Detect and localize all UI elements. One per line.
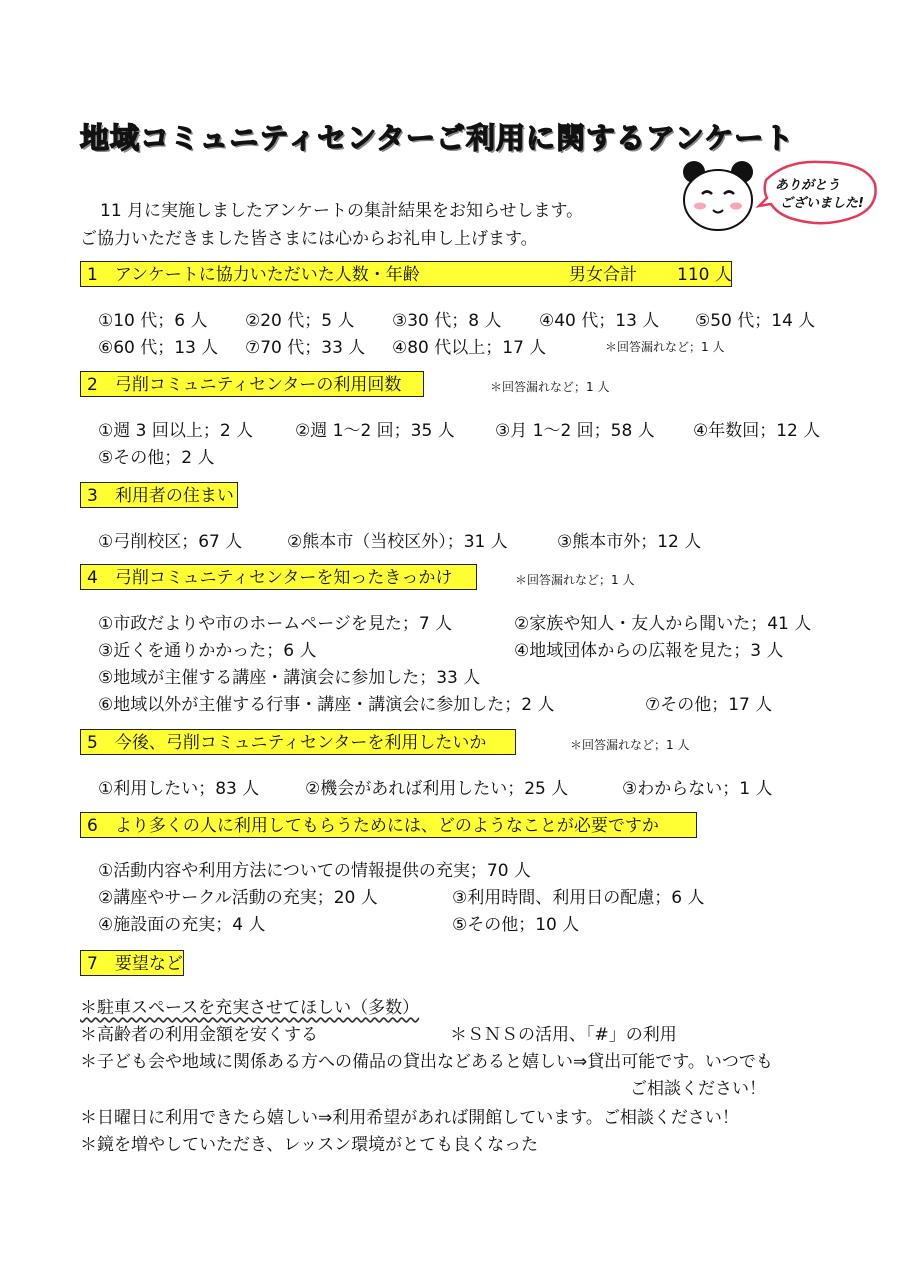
feedback-item-continued: ご相談ください！	[630, 1079, 766, 1099]
section-1-heading	[80, 261, 732, 287]
list-item: ②週 1～2 回；35 人	[295, 421, 455, 441]
list-item: ①市政だよりや市のホームページを見た；7 人	[98, 614, 453, 634]
feedback-item: ＊高齢者の利用金額を安くする	[80, 1025, 318, 1045]
list-item: ④80 代以上；17 人	[392, 338, 547, 358]
list-item: ④施設面の充実；4 人	[98, 915, 266, 935]
list-item: ③わからない；1 人	[622, 779, 773, 799]
list-item: ②機会があれば利用したい；25 人	[305, 779, 569, 799]
section-6-heading: 6 より多くの人に利用してもらうためには、どのようなことが必要ですか	[80, 812, 697, 838]
list-item: ⑤その他；2 人	[98, 448, 215, 468]
feedback-item: ＊日曜日に利用できたら嬉しい⇒利用希望があれば開館しています。ご相談ください！	[80, 1108, 739, 1128]
section-3-heading: 3 利用者の住まい	[80, 482, 238, 508]
list-item: ①活動内容や利用方法についての情報提供の充実；70 人	[98, 861, 531, 881]
feedback-item: ＊子ども会や地域に関係ある方への備品の貸出などあると嬉しい⇒貸出可能です。いつでも	[80, 1052, 773, 1072]
section-2-note: ＊回答漏れなど；1 人	[490, 380, 610, 394]
feedback-item: ＊鏡を増やしていただき、レッスン環境がとても良くなった	[80, 1135, 539, 1155]
intro-line-1: 11 月に実施しましたアンケートの集計結果をお知らせします。	[100, 201, 584, 221]
feedback-item: ＊駐車スペースを充実させてほしい（多数）	[80, 998, 420, 1018]
section-4-heading: 4 弓削コミュニティセンターを知ったきっかけ	[80, 564, 477, 590]
list-item: ⑥地域以外が主催する行事・講座・講演会に参加した；2 人	[98, 695, 555, 715]
list-item: ②講座やサークル活動の充実；20 人	[98, 888, 378, 908]
list-item: ①利用したい；83 人	[98, 779, 260, 799]
section-4-note: ＊回答漏れなど；1 人	[515, 573, 635, 587]
section-7-heading: 7 要望など	[80, 950, 184, 976]
list-item: ①週 3 回以上；2 人	[98, 421, 254, 441]
panda-mascot-illustration	[680, 158, 880, 240]
section-5-note: ＊回答漏れなど；1 人	[570, 738, 690, 752]
list-item: ③月 1～2 回；58 人	[495, 421, 655, 441]
list-item: ①弓削校区；67 人	[98, 532, 243, 552]
list-item: ②20 代；5 人	[245, 311, 355, 331]
section-1-total-label: 男女合計	[569, 265, 637, 285]
intro-line-2: ご協力いただきました皆さまには心からお礼申し上げます。	[80, 229, 538, 249]
list-item: ④年数回；12 人	[693, 421, 821, 441]
list-item: ④40 代；13 人	[539, 311, 660, 331]
list-item: ③30 代；8 人	[392, 311, 502, 331]
list-item: ⑥60 代；13 人	[98, 338, 219, 358]
list-item: ⑦70 代；33 人	[245, 338, 366, 358]
mascot-speech-line-2: ございました!	[780, 196, 864, 211]
list-item: ④地域団体からの広報を見た；3 人	[514, 641, 784, 661]
list-item: ②家族や知人・友人から聞いた；41 人	[514, 614, 812, 634]
list-item: ③利用時間、利用日の配慮；6 人	[452, 888, 705, 908]
section-1-title: 1 アンケートに協力いただいた人数・年齢	[87, 265, 420, 285]
list-item: ⑤その他；10 人	[452, 915, 580, 935]
list-item: ②熊本市（当校区外）；31 人	[287, 532, 508, 552]
list-item: ⑤地域が主催する講座・講演会に参加した；33 人	[98, 668, 481, 688]
feedback-item: ＊ＳＮＳの活用、「#」の利用	[450, 1025, 677, 1045]
list-item: ③近くを通りかかった；6 人	[98, 641, 317, 661]
section-2-heading: 2 弓削コミュニティセンターの利用回数	[80, 371, 424, 397]
list-item: ①10 代；6 人	[98, 311, 208, 331]
section-1-note: ＊回答漏れなど；1 人	[605, 340, 725, 354]
list-item: ⑤50 代；14 人	[695, 311, 816, 331]
section-1-total: 110 人	[677, 265, 732, 285]
list-item: ③熊本市外；12 人	[557, 532, 702, 552]
mascot-speech-line-1: ありがとう	[775, 178, 841, 193]
section-5-heading: 5 今後、弓削コミュニティセンターを利用したいか	[80, 729, 516, 755]
page-title: 地域コミュニティセンターご利用に関するアンケート	[80, 121, 795, 155]
list-item: ⑦その他；17 人	[645, 695, 773, 715]
